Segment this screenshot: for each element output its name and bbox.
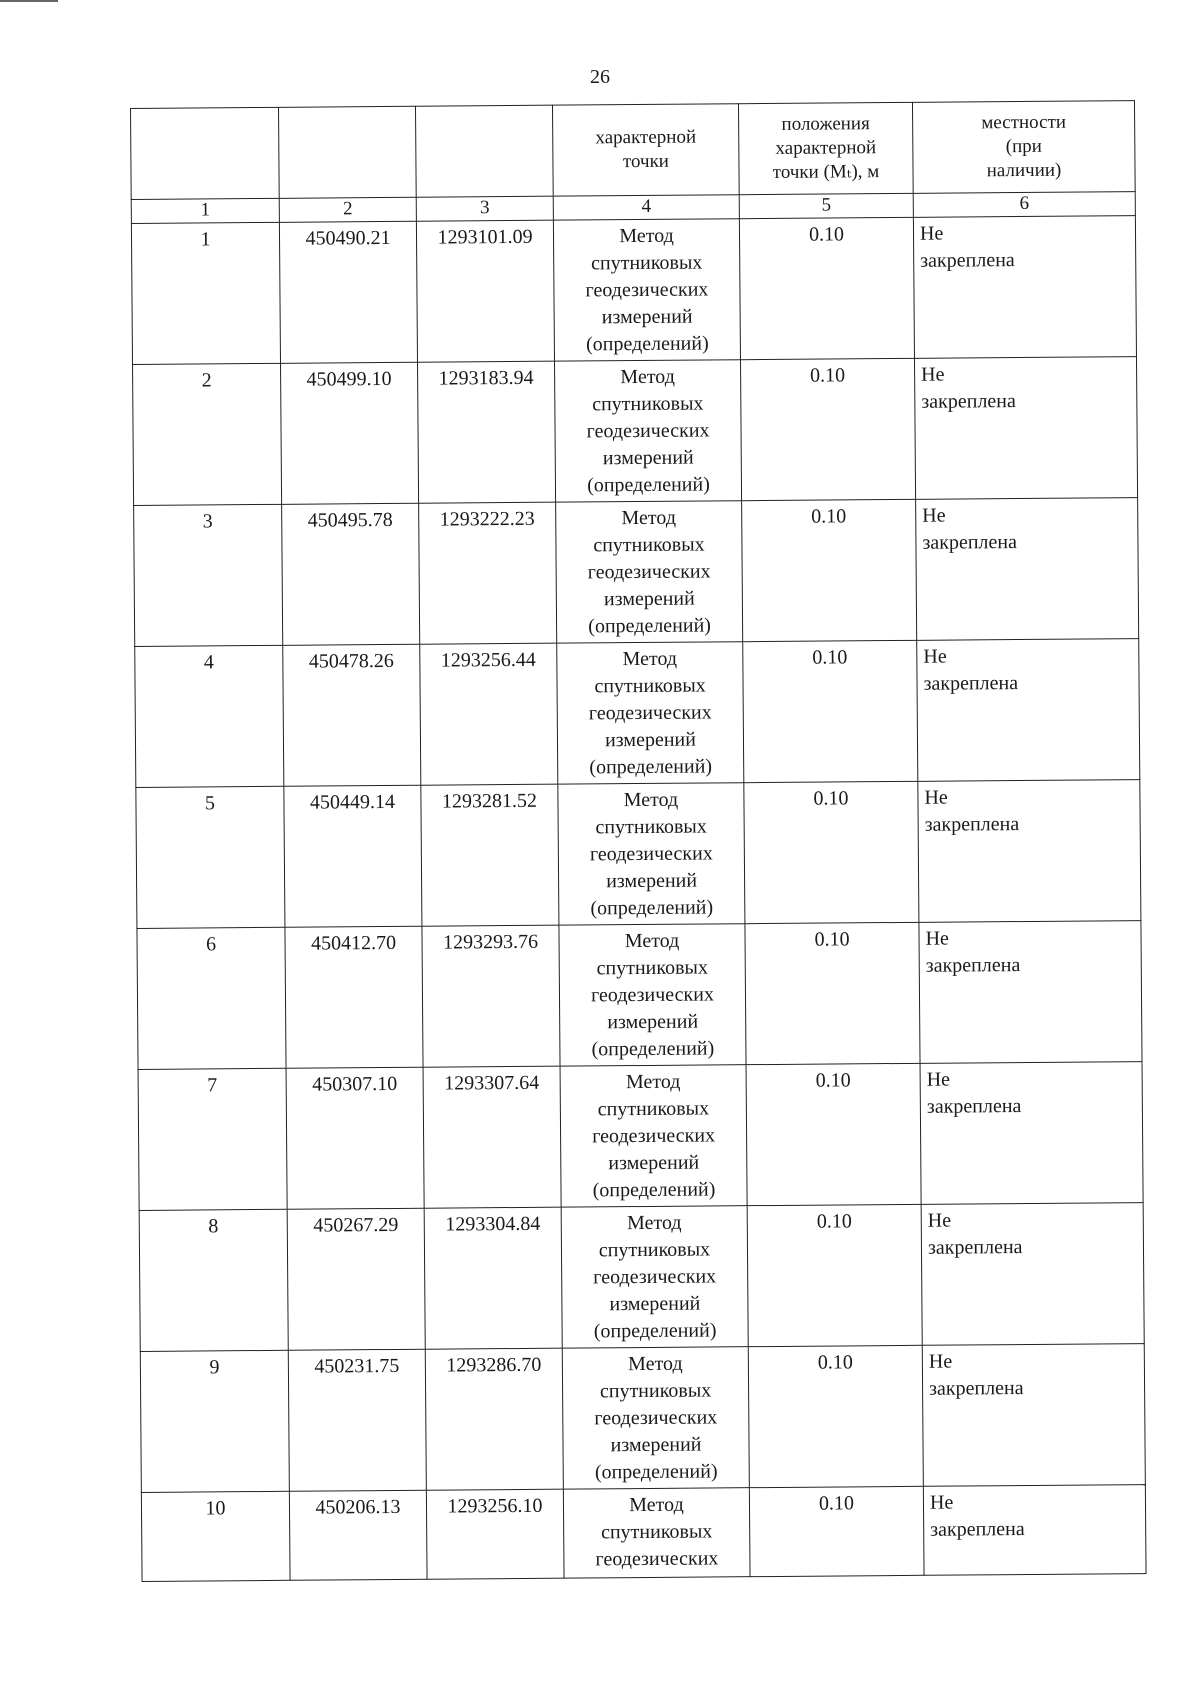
- description-line: закреплена: [921, 390, 1016, 413]
- description-line: Не: [922, 504, 946, 527]
- method-line: Метод: [629, 1493, 684, 1517]
- description-line: Не: [924, 786, 948, 809]
- method-line: спутниковых: [595, 815, 707, 839]
- column-number-cell: 6: [913, 192, 1135, 218]
- point-number-cell: 4: [135, 645, 284, 787]
- point-number-cell: 1: [131, 222, 280, 364]
- method-line: геодезических: [595, 1547, 719, 1571]
- method-line: измерений: [601, 305, 693, 329]
- method-line: (определений): [592, 1178, 716, 1202]
- point-number-cell: 10: [141, 1491, 290, 1581]
- header-line: положения: [781, 113, 870, 135]
- table-row: [138, 1062, 1143, 1211]
- table-row: [139, 1203, 1144, 1352]
- coordinate-x-cell: 450449.14: [284, 785, 422, 927]
- method-line: измерений: [610, 1433, 702, 1457]
- coordinate-y-cell: 1293183.94: [418, 361, 556, 503]
- accuracy-cell: 0.10: [742, 499, 917, 641]
- description-line: закреплена: [926, 1095, 1022, 1118]
- column-number-cell: 3: [416, 196, 553, 221]
- method-line: геодезических: [593, 1265, 717, 1289]
- description-cell: [914, 357, 1137, 500]
- method-line: Метод: [619, 224, 674, 248]
- accuracy-cell: 0.10: [744, 781, 919, 923]
- method-line: (определений): [588, 614, 711, 638]
- header-line: точки (Mₜ), м: [772, 161, 880, 183]
- accuracy-cell: 0.10: [740, 358, 915, 500]
- column-number-cell: 5: [739, 193, 913, 218]
- accuracy-cell: 0.10: [747, 1204, 922, 1346]
- coordinate-y-cell: 1293256.44: [420, 643, 558, 785]
- accuracy-cell: 0.10: [745, 922, 920, 1064]
- method-line: спутниковых: [598, 1238, 711, 1262]
- method-cell: [561, 1206, 748, 1348]
- method-line: измерений: [603, 587, 695, 611]
- description-line: Не: [919, 222, 944, 245]
- method-line: измерений: [609, 1292, 701, 1316]
- method-line: (определений): [585, 332, 709, 356]
- point-number-cell: 9: [140, 1350, 289, 1492]
- method-line: спутниковых: [599, 1379, 712, 1403]
- description-line: закреплена: [928, 1377, 1024, 1400]
- coordinate-y-cell: 1293101.09: [416, 220, 554, 362]
- header-line: местности: [981, 111, 1067, 134]
- description-line: закреплена: [924, 813, 1020, 836]
- description-cell: [920, 1062, 1143, 1205]
- method-line: геодезических: [586, 419, 710, 443]
- description-cell: [923, 1485, 1146, 1576]
- coordinate-y-cell: 1293256.10: [426, 1489, 564, 1579]
- description-line: закреплена: [930, 1518, 1025, 1541]
- header-cell-method: [552, 104, 739, 196]
- coordinate-x-cell: 450231.75: [288, 1349, 426, 1491]
- coordinate-x-cell: 450267.29: [287, 1208, 425, 1350]
- header-cell-num: [131, 107, 280, 199]
- method-cell: [556, 501, 743, 643]
- accuracy-cell: 0.10: [743, 640, 918, 782]
- method-line: Метод: [623, 788, 679, 812]
- method-line: Метод: [625, 1070, 681, 1094]
- description-line: закреплена: [922, 531, 1018, 554]
- method-line: (определений): [591, 1037, 715, 1061]
- column-number-cell: 1: [131, 198, 279, 223]
- description-cell: [922, 1344, 1145, 1487]
- method-cell: [562, 1347, 749, 1489]
- table-row: [134, 498, 1139, 647]
- table-row: [140, 1344, 1145, 1493]
- point-number-cell: 5: [136, 786, 285, 928]
- method-line: геодезических: [590, 983, 715, 1007]
- characteristic-points-table: [130, 100, 1147, 1582]
- column-number-cell: 2: [279, 197, 416, 222]
- method-cell: [553, 219, 740, 361]
- header-line: (при: [1005, 135, 1042, 158]
- coordinate-x-cell: 450206.13: [289, 1490, 427, 1580]
- method-line: спутниковых: [590, 251, 703, 275]
- method-line: (определений): [589, 755, 713, 779]
- table-header-row: [131, 101, 1136, 200]
- table-row: [131, 216, 1136, 365]
- method-line: (определений): [594, 1460, 718, 1484]
- accuracy-cell: 0.10: [749, 1486, 924, 1576]
- description-cell: [917, 639, 1140, 782]
- table-row: [133, 357, 1138, 506]
- method-cell: [555, 360, 742, 502]
- header-cell-accuracy: [738, 102, 913, 194]
- description-line: закреплена: [927, 1236, 1023, 1259]
- point-number-cell: 8: [139, 1209, 288, 1351]
- coordinate-x-cell: 450307.10: [286, 1067, 424, 1209]
- header-line: точки: [622, 150, 670, 173]
- method-line: Метод: [622, 647, 678, 671]
- accuracy-cell: 0.10: [739, 217, 914, 359]
- table-row: [137, 921, 1142, 1070]
- method-line: измерений: [602, 446, 694, 470]
- description-line: закреплена: [923, 672, 1019, 695]
- method-line: Метод: [628, 1352, 683, 1376]
- description-line: Не: [929, 1491, 954, 1514]
- description-line: Не: [926, 1068, 951, 1091]
- method-line: геодезических: [589, 842, 713, 866]
- accuracy-cell: 0.10: [746, 1063, 921, 1205]
- description-line: Не: [925, 927, 949, 950]
- method-line: измерений: [606, 869, 698, 893]
- description-line: закреплена: [925, 954, 1021, 977]
- scan-corner-mark: [0, 0, 58, 2]
- method-line: спутниковых: [597, 1097, 710, 1121]
- description-cell: [918, 780, 1141, 923]
- method-cell: [560, 1065, 747, 1207]
- method-cell: [559, 924, 746, 1066]
- method-line: геодезических: [588, 701, 712, 725]
- table-row: [136, 780, 1141, 929]
- method-cell: [563, 1488, 750, 1578]
- point-number-cell: 6: [137, 927, 286, 1069]
- coordinate-x-cell: 450412.70: [285, 926, 423, 1068]
- method-cell: [558, 783, 745, 925]
- method-line: Метод: [620, 365, 675, 389]
- table-body: [131, 101, 1147, 1582]
- page-number: 26: [590, 66, 610, 88]
- method-line: (определений): [590, 896, 714, 920]
- method-line: спутниковых: [600, 1520, 713, 1544]
- header-cell-x: [278, 106, 416, 198]
- header-line: характерной: [595, 126, 697, 149]
- accuracy-cell: 0.10: [748, 1345, 923, 1487]
- description-line: Не: [923, 645, 947, 668]
- point-number-cell: 2: [133, 363, 282, 505]
- coordinate-x-cell: 450499.10: [281, 362, 419, 504]
- description-cell: [921, 1203, 1144, 1346]
- coordinate-y-cell: 1293222.23: [419, 502, 557, 644]
- coordinate-y-cell: 1293307.64: [423, 1066, 561, 1208]
- table-row: [141, 1485, 1146, 1582]
- description-line: Не: [928, 1350, 953, 1373]
- coordinate-x-cell: 450478.26: [283, 644, 421, 786]
- method-line: спутниковых: [596, 956, 709, 980]
- description-line: Не: [921, 363, 945, 386]
- method-line: спутниковых: [593, 533, 705, 557]
- coordinate-x-cell: 450495.78: [282, 503, 420, 645]
- header-cell-y: [415, 105, 553, 197]
- description-line: Не: [927, 1209, 952, 1232]
- method-cell: [557, 642, 744, 784]
- method-line: (определений): [593, 1319, 717, 1343]
- method-line: спутниковых: [592, 392, 704, 416]
- header-cell-description: [912, 101, 1135, 194]
- header-line: наличии): [986, 159, 1062, 182]
- method-line: геодезических: [592, 1124, 716, 1148]
- method-line: геодезических: [594, 1406, 718, 1430]
- description-cell: [916, 498, 1139, 641]
- method-line: геодезических: [585, 278, 709, 302]
- description-cell: [919, 921, 1142, 1064]
- method-line: измерений: [607, 1010, 699, 1034]
- method-line: Метод: [626, 1211, 682, 1235]
- coordinate-y-cell: 1293286.70: [425, 1348, 563, 1490]
- coordinate-y-cell: 1293281.52: [421, 784, 559, 926]
- point-number-cell: 3: [134, 504, 283, 646]
- header-line: характерной: [775, 137, 877, 159]
- description-cell: [913, 216, 1136, 359]
- coordinate-x-cell: 450490.21: [279, 221, 417, 363]
- method-line: измерений: [608, 1151, 700, 1175]
- column-number-cell: 4: [553, 195, 739, 220]
- method-line: (определений): [587, 473, 710, 497]
- method-line: Метод: [621, 506, 677, 530]
- description-line: закреплена: [920, 249, 1015, 272]
- method-line: измерений: [604, 728, 696, 752]
- coordinate-y-cell: 1293304.84: [424, 1207, 562, 1349]
- method-line: геодезических: [587, 560, 711, 584]
- table-row: [135, 639, 1140, 788]
- point-number-cell: 7: [138, 1068, 287, 1210]
- coordinate-y-cell: 1293293.76: [422, 925, 560, 1067]
- method-line: Метод: [624, 929, 680, 953]
- method-line: спутниковых: [594, 674, 706, 698]
